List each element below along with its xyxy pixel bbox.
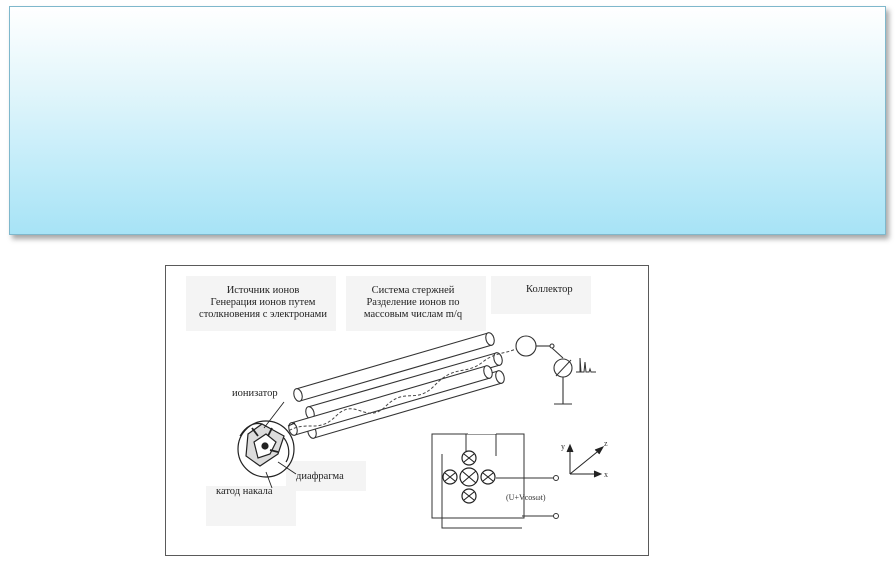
rod-system-desc-2: массовым числам m/q <box>363 309 463 320</box>
cathode-label: катод накала <box>216 486 273 497</box>
rod-system-desc-1: Разделение ионов по <box>366 297 460 308</box>
ion-source-desc-1: Генерация ионов путем <box>210 297 316 308</box>
cross-section-circuit <box>432 430 559 528</box>
collector-detector <box>516 336 596 404</box>
axis-y-label: y <box>561 442 565 451</box>
title-banner <box>9 6 886 235</box>
ionizer-label: ионизатор <box>232 388 278 399</box>
quadrupole-rods <box>287 332 505 440</box>
quadrupole-diagram <box>165 265 649 556</box>
rod-front <box>291 366 490 435</box>
mass-spectrum <box>576 358 596 372</box>
coordinate-axes <box>567 445 603 477</box>
voltage-label: (U+Vcosωt) <box>506 493 546 502</box>
axis-z-label: z <box>604 439 608 448</box>
ion-source-title: Источник ионов <box>226 285 300 296</box>
axis-x-label: x <box>604 470 608 479</box>
collector-label: Коллектор <box>526 284 573 295</box>
rod-system-title: Система стержней <box>371 285 455 296</box>
diaphragm-label: диафрагма <box>296 471 344 482</box>
ion-source-desc-2: столкновения с электронами <box>199 309 327 320</box>
